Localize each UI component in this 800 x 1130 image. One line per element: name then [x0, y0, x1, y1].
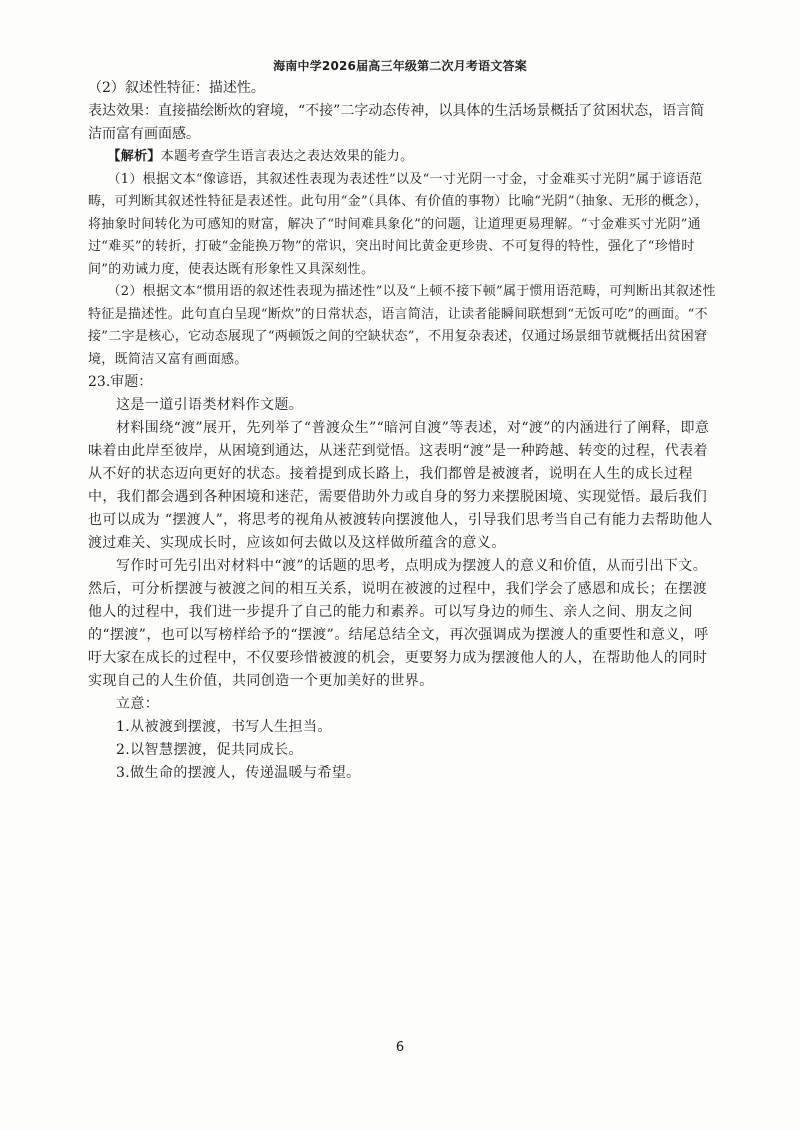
- q23-paragraph-2: 材料围绕“渡”展开，先列举了“普渡众生”“暗河自渡”等表述，对“渡”的内涵进行了阐释，即意味着由此岸至彼岸，从困境到通达，从迷茫到觉悟。这表明“渡”是一种跨越、转变的过程，代表着从不好的状态迈向更好的状态。接着提到成长路上，我们都曾是被渡者，说明在人生的成长过程中，我们都会遇到各种困境和迷茫，需要借助外力或自身的努力来摆脱困境、实现觉悟。最后我们也可以成为 “摆渡人”，将思考的视角从被渡转向摆渡他人，引导我们思考当自己有能力去帮助他人渡过难关、实现成长时，应该如何去做以及这样做所蕴含的意义。: [88, 420, 713, 551]
- analysis-intro-line: [88, 146, 718, 169]
- analysis-tag: 【解析】: [107, 149, 161, 164]
- answer2-effect: 表达效果：直接描绘断炊的窘境，“不接”二字动态传神，以具体的生活场景概括了贫困状态，语言简洁而富有画面感。: [88, 103, 705, 142]
- q23-point-3: 3.做生命的摆渡人，传递温暖与希望。: [116, 765, 361, 781]
- analysis-paragraph-2: （2）根据文本“惯用语的叙述性表现为描述性”以及“上顿不接下顿”属于惯用语范畴，可判断出其叙述性特征是描述性。此句直白呈现“断炊”的日常状态，语言简洁，让读者能瞬间联想到“无饭可吃”的画面。“不接”二字是核心，它动态展现了“两顿饭之间的空缺状态”，不用复杂表述，仅通过场景细节就概括出贫困窘境，既简洁又富有画面感。: [88, 284, 716, 367]
- q23-paragraph-1: 这是一道引语类材料作文题。: [116, 397, 304, 413]
- answer2-feature: （2）叙述性特征：描述性。: [88, 80, 265, 96]
- q23-heading: 23.审题：: [88, 374, 153, 390]
- analysis-paragraph-1: （1）根据文本“像谚语，其叙述性表现为表述性”以及“一寸光阴一寸金，寸金难买寸光阴”属于谚语范畴，可判断其叙述性特征是表述性。此句用“金”（具体、有价值的事物）比喻“光阴”（抽象、无形的概念），将抽象时间转化为可感知的财富，解决了“时间难具象化”的问题，让道理更易理解。“寸金难买寸光阴”通过“难买”的转折，打破“金能换万物”的常识，突出时间比黄金更珍贵、不可复得的特性，强化了“珍惜时间”的劝诫力度，使表达既有形象性又具深刻性。: [88, 171, 709, 277]
- q23-point-2: 2.以智慧摆渡，促共同成长。: [116, 742, 303, 758]
- q23-point-1: 1.从被渡到摆渡，书写人生担当。: [116, 719, 332, 735]
- q23-liyi-label: 立意：: [116, 696, 160, 712]
- analysis-intro: 本题考查学生语言表达之表达效果的能力。: [160, 149, 414, 164]
- page-header-title: 海南中学2026届高三年级第二次月考语文答案: [273, 59, 527, 73]
- page-content: [88, 77, 718, 785]
- q23-section: [88, 394, 718, 785]
- page-number: 6: [395, 1040, 405, 1055]
- q23-paragraph-3: 写作时可先引出对材料中“渡”的话题的思考，点明成为摆渡人的意义和价值，从而引出下文。然后，可分析摆渡与被渡之间的相互关系，说明在被渡的过程中，我们学会了感恩和成长；在摆渡他人的过程中，我们进一步提升了自己的能力和素养。可以写身边的师生、亲人之间、朋友之间的“摆渡”，也可以写榜样给予的“摆渡”。结尾总结全文，再次强调成为摆渡人的重要性和意义，呼吁大家在成长的过程中，不仅要珍惜被渡的机会，更要努力成为摆渡他人的人，在帮助他人的同时实现自己的人生价值，共同创造一个更加美好的世界。: [88, 558, 709, 689]
- analysis-section: [88, 146, 718, 371]
